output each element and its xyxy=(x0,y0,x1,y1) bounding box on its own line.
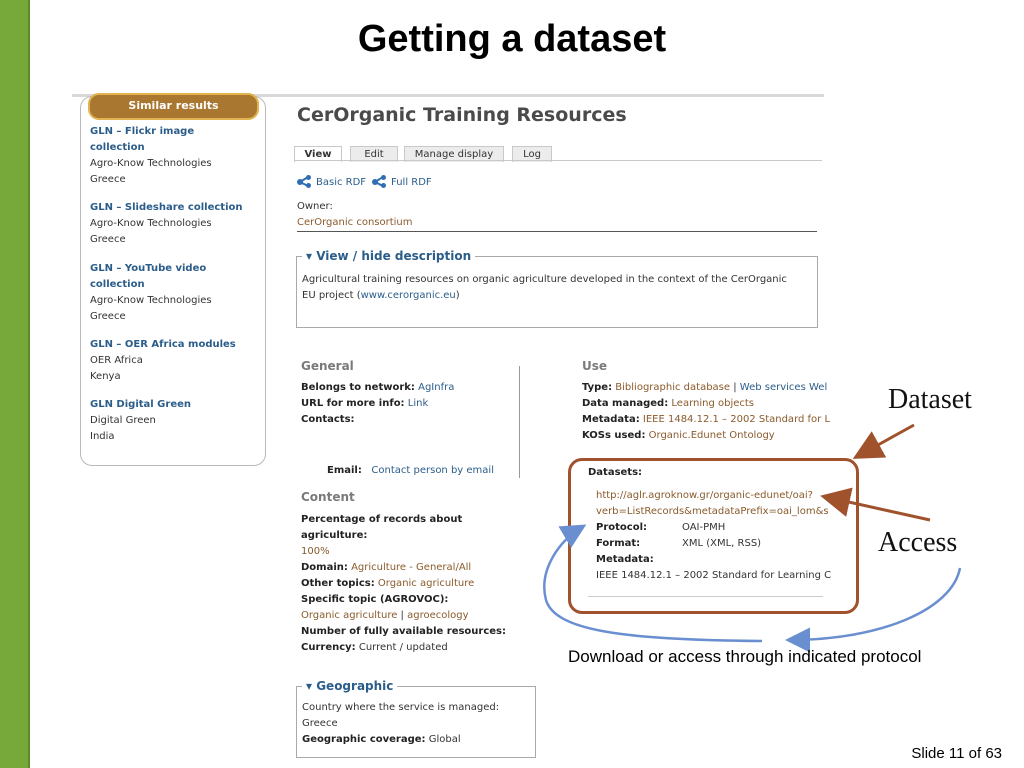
metadata-link[interactable]: IEEE 1484.12.1 – 2002 Standard for L xyxy=(642,414,831,425)
similar-result-title[interactable]: GLN – Flickr image xyxy=(90,126,195,137)
type-webservices-link[interactable]: Web services xyxy=(739,382,806,393)
similar-result-title-cont[interactable]: collection xyxy=(90,279,145,290)
description-toggle[interactable]: ▾ View / hide description xyxy=(302,249,475,263)
kos-link[interactable]: Organic.Edunet Ontology xyxy=(648,430,775,441)
owner-value[interactable]: CerOrganic consortium xyxy=(297,217,413,228)
similar-result-country: Greece xyxy=(90,311,126,322)
tab-view[interactable]: View xyxy=(294,146,342,162)
kos-row: KOSs used: Organic.Edunet Ontology xyxy=(582,430,775,441)
similar-result-country: India xyxy=(90,431,115,442)
dataset-url-line-2[interactable]: verb=ListRecords&metadataPrefix=oai_lom&s xyxy=(596,506,829,517)
more-info-link[interactable]: Link xyxy=(407,398,429,409)
aginfra-link[interactable]: AgInfra xyxy=(418,382,455,393)
url-row: URL for more info: Link xyxy=(301,398,429,409)
organic-agriculture-link[interactable]: Organic agriculture xyxy=(301,610,398,621)
protocol-value: OAI-PMH xyxy=(682,522,726,533)
similar-results-header: Similar results xyxy=(88,93,259,120)
tab-manage-display[interactable]: Manage display xyxy=(404,146,504,162)
description-line-2: EU project (www.cerorganic.eu) xyxy=(302,290,460,301)
other-topics-row: Other topics: Organic agriculture xyxy=(301,578,475,589)
similar-result-org: Agro-Know Technologies xyxy=(90,295,212,306)
similar-result-country: Greece xyxy=(90,234,126,245)
tab-edit[interactable]: Edit xyxy=(350,146,398,162)
geographic-toggle[interactable]: ▾ Geographic xyxy=(302,679,397,693)
similar-result-title[interactable]: GLN – Slideshare collection xyxy=(90,202,243,213)
similar-result-title[interactable]: GLN – OER Africa modules xyxy=(90,339,236,350)
type-bibliographic-link[interactable]: Bibliographic database xyxy=(615,382,731,393)
dataset-metadata-value: IEEE 1484.12.1 – 2002 Standard for Learning C xyxy=(596,570,832,581)
content-heading: Content xyxy=(301,490,355,504)
specific-topic-values: Organic agriculture | agroecology xyxy=(301,610,469,621)
protocol-label: Protocol: xyxy=(596,522,648,533)
format-value: XML (XML, RSS) xyxy=(682,538,762,549)
access-arrow xyxy=(826,497,930,520)
metadata-row: Metadata: IEEE 1484.12.1 – 2002 Standard for L xyxy=(582,414,831,425)
page-title: CerOrganic Training Resources xyxy=(297,104,627,126)
similar-result-org: Agro-Know Technologies xyxy=(90,158,212,169)
slide-number: Slide 11 of 63 xyxy=(911,745,1002,762)
owner-label: Owner: xyxy=(297,201,333,212)
coverage-row: Geographic coverage: Global xyxy=(302,734,461,745)
similar-result-title-cont[interactable]: collection xyxy=(90,142,145,153)
type-row: Type: Bibliographic database | Web services Wel xyxy=(582,382,828,393)
domain-link[interactable]: Agriculture - General/All xyxy=(351,562,472,573)
similar-result-country: Greece xyxy=(90,174,126,185)
agroecology-link[interactable]: agroecology xyxy=(407,610,469,621)
datasets-label: Datasets: xyxy=(588,467,643,478)
use-heading: Use xyxy=(582,359,608,373)
basic-rdf-link[interactable]: Basic RDF xyxy=(316,177,367,188)
full-rdf-link[interactable]: Full RDF xyxy=(391,177,432,188)
similar-result-title[interactable]: GLN Digital Green xyxy=(90,399,192,410)
country-value: Greece xyxy=(302,718,338,729)
curve-arrow-left xyxy=(544,527,762,641)
similar-result-title[interactable]: GLN – YouTube video xyxy=(90,263,207,274)
description-line-1: Agricultural training resources on organic agriculture developed in the context of the CerOrganic xyxy=(302,274,787,285)
tab-log[interactable]: Log xyxy=(512,146,552,162)
dataset-arrow xyxy=(858,425,914,456)
belongs-row: Belongs to network: AgInfra xyxy=(301,382,455,393)
other-topics-link[interactable]: Organic agriculture xyxy=(377,578,475,589)
contacts-label: Contacts: xyxy=(301,414,355,425)
access-callout: Access xyxy=(878,527,958,558)
resources-label: Number of fully available resources: xyxy=(301,626,507,637)
slide-title: Getting a dataset xyxy=(357,18,667,60)
contact-email-link[interactable]: Contact person by email xyxy=(371,465,494,476)
currency-row: Currency: Current / updated xyxy=(301,642,448,653)
domain-row: Domain: Agriculture - General/All xyxy=(301,562,472,573)
percentage-label-1: Percentage of records about xyxy=(301,514,463,525)
cerorganic-link[interactable]: www.cerorganic.eu xyxy=(360,290,456,301)
similar-result-org: Agro-Know Technologies xyxy=(90,218,212,229)
similar-result-country: Kenya xyxy=(90,371,121,382)
dataset-url-line-1[interactable]: http://aglr.agroknow.gr/organic-edunet/oai? xyxy=(596,490,813,501)
learning-objects-link[interactable]: Learning objects xyxy=(671,398,755,409)
caption: Download or access through indicated protocol xyxy=(568,647,922,666)
similar-result-org: Digital Green xyxy=(90,415,156,426)
country-label: Country where the service is managed: xyxy=(302,702,500,713)
dataset-metadata-label: Metadata: xyxy=(596,554,654,565)
curve-arrow-right xyxy=(790,568,960,640)
similar-result-org: OER Africa xyxy=(90,355,143,366)
dataset-callout: Dataset xyxy=(888,384,972,415)
email-row: Email: Contact person by email xyxy=(327,465,494,476)
percentage-label-2: agriculture: xyxy=(301,530,368,541)
data-managed-row: Data managed: Learning objects xyxy=(582,398,755,409)
general-heading: General xyxy=(301,359,354,373)
specific-topic-label: Specific topic (AGROVOC): xyxy=(301,594,449,605)
format-label: Format: xyxy=(596,538,641,549)
percentage-value: 100% xyxy=(301,546,330,557)
